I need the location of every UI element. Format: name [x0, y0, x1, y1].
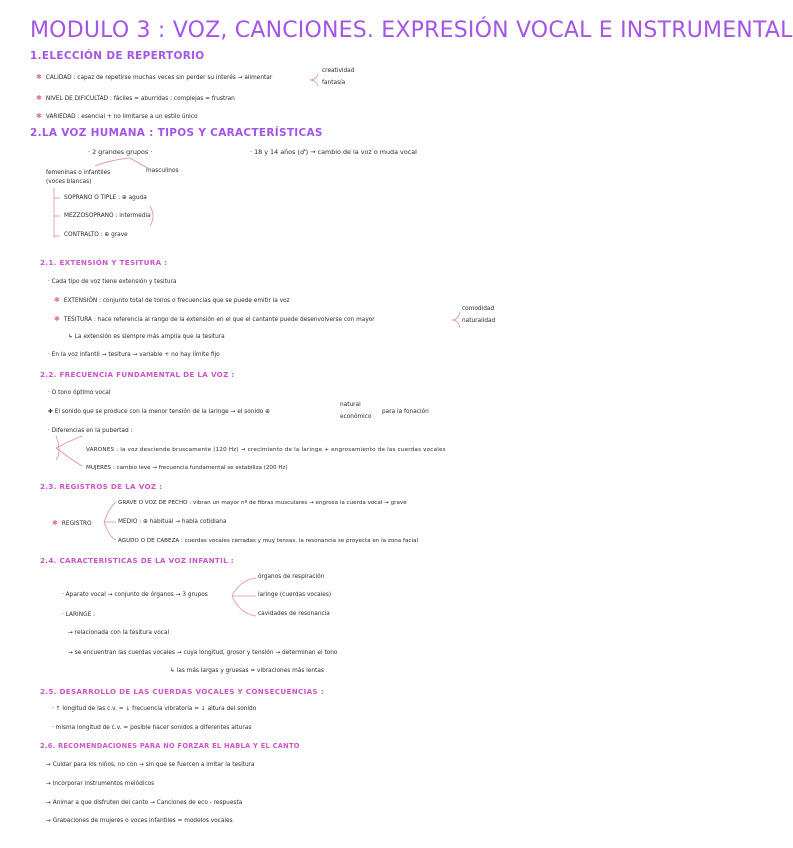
contralto-text: CONTRALTO : ⊕ grave	[64, 232, 128, 238]
s21-naturalidad: naturalidad	[462, 318, 496, 324]
grupo-resonancia: cavidades de resonancia	[258, 611, 330, 617]
registro-label: ✱ REGISTRO	[52, 519, 92, 527]
calidad-creatividad: creatividad	[322, 68, 355, 74]
s22-mujeres: MUJERES : cambio leve → frecuencia fundamental se estabiliza (200 Hz)	[86, 465, 288, 471]
s25-line-2: · misma longitud de c.v. = posible hacer sonidos a diferentes alturas	[52, 725, 252, 731]
voces-blancas-text: (voces blancas)	[46, 179, 92, 185]
femeninas-text: femeninas o infantiles	[46, 170, 111, 176]
s21-tesitura: ✱ TESITURA : hace referencia al rango de la extensión en el que el cantante puede desenvolverse con mayor	[54, 315, 375, 323]
s21-line-4: ↳ La extensión es siempre más amplia que la tesitura	[68, 334, 225, 340]
s26-line-2: → Incorporar instrumentos melódicos	[46, 781, 155, 787]
page-title: MODULO 3 : VOZ, CANCIONES. EXPRESIÓN VOCAL E INSTRUMENTAL	[30, 18, 793, 43]
variedad-line: ✱ VARIEDAD : esencial + no limitarse a un estilo único	[36, 112, 198, 120]
aparato-vocal-text: · Aparato vocal → conjunto de órganos → 3 grupos	[62, 592, 208, 598]
mezzo-text: MEZZOSOPRANO : intermedia	[64, 213, 151, 219]
section-2-heading: 2.LA VOZ HUMANA : TIPOS Y CARACTERÍSTICAS	[30, 127, 323, 139]
s22-fonacion: para la fonación	[382, 409, 429, 415]
bullet-icon: ✱	[54, 315, 60, 323]
calidad-fantasia: fantasía	[322, 80, 346, 86]
laringe-line-1: → relacionada con la tesitura vocal	[68, 630, 170, 636]
registro-agudo: AGUDO O DE CABEZA : cuerdas vocales cerradas y muy tensas, la resonancia se proyecta en la zona facial	[118, 538, 419, 544]
grupo-respiracion: órganos de respiración	[258, 574, 325, 580]
s25-line-1: · ↑ longitud de las c.v. = ↓ frecuencia vibratoria = ↓ altura del sonido	[52, 706, 257, 712]
section-2-5-heading: 2.5. DESARROLLO DE LAS CUERDAS VOCALES Y CONSECUENCIAS :	[40, 687, 324, 696]
soprano-text: SOPRANO O TIPLE : ⊕ aguda	[64, 195, 147, 201]
section-2-1-heading: 2.1. EXTENSIÓN Y TESITURA :	[40, 258, 168, 267]
section-1-heading: 1.ELECCIÓN DE REPERTORIO	[30, 50, 205, 62]
s22-line-1: · O tono óptimo vocal	[48, 390, 111, 396]
laringe-label: · LARINGE :	[62, 612, 96, 618]
grupos-text: · 2 grandes grupos ·	[88, 148, 153, 156]
bullet-icon: ✱	[36, 73, 42, 81]
bullet-icon: ✱	[52, 519, 58, 527]
muda-text: · 18 y 14 años (♂) → cambio de la voz o muda vocal	[250, 148, 417, 156]
s26-line-3: → Animar a que disfruten del canto → Canciones de eco - respuesta	[46, 800, 243, 806]
s21-line-1: · Cada tipo de voz tiene extensión y tesitura	[48, 279, 177, 285]
s22-line-3: · Diferencias en la pubertad :	[48, 428, 133, 434]
laringe-line-3: ↳ las más largas y gruesas = vibraciones más lentas	[170, 668, 324, 674]
s26-line-1: → Cuidar para los niños, no con → sin que se fuercen a imitar la tesitura	[46, 762, 255, 768]
s22-line-2: ✚ El sonido que se produce con la menor tensión de la laringe → el sonido ⊕	[48, 409, 270, 415]
s22-varones: VARONES : la voz desciende bruscamente (120 Hz) → crecimiento de la laringe + engrosamiento de las cuerdas vocales	[86, 447, 446, 453]
s21-comodidad: comodidad	[462, 306, 495, 312]
section-2-4-heading: 2.4. CARACTERÍSTICAS DE LA VOZ INFANTIL :	[40, 556, 234, 565]
bullet-icon: ✱	[36, 94, 42, 102]
laringe-line-2: → se encuentran las cuerdas vocales → cuya longitud, grosor y tensión → determinan el tono	[68, 650, 338, 656]
grupo-laringe: laringe (cuerdas vocales)	[258, 592, 332, 598]
s22-natural: natural	[340, 402, 361, 408]
s21-extension: ✱ EXTENSIÓN : conjunto total de tonos o frecuencias que se puede emitir la voz	[54, 296, 290, 304]
section-2-6-heading: 2.6. RECOMENDACIONES PARA NO FORZAR EL HABLA Y EL CANTO	[40, 742, 300, 750]
registro-medio: MEDIO : ⊕ habitual → habla cotidiana	[118, 519, 227, 525]
s22-economico: económico	[340, 414, 372, 420]
bullet-icon: ✱	[54, 296, 60, 304]
section-2-3-heading: 2.3. REGISTROS DE LA VOZ :	[40, 482, 163, 491]
s21-line-5: · En la voz infantil → tesitura → variable + no hay límite fijo	[48, 352, 220, 358]
masculinos-text: masculinos	[146, 168, 179, 174]
calidad-line: ✱ CALIDAD : capaz de repetirse muchas veces sin perder su interés → alimentar	[36, 73, 273, 81]
registro-grave: GRAVE O VOZ DE PECHO : vibran un mayor nº de fibras musculares → engrosa la cuerda vocal → grave	[118, 500, 407, 506]
s26-line-4: → Grabaciones de mujeres o voces infantiles = modelos vocales	[46, 818, 233, 824]
nivel-line: ✱ NIVEL DE DIFICULTAD : fáciles = aburridas ; complejas = frustran	[36, 94, 235, 102]
section-2-2-heading: 2.2. FRECUENCIA FUNDAMENTAL DE LA VOZ :	[40, 370, 235, 379]
bullet-icon: ✱	[36, 112, 42, 120]
